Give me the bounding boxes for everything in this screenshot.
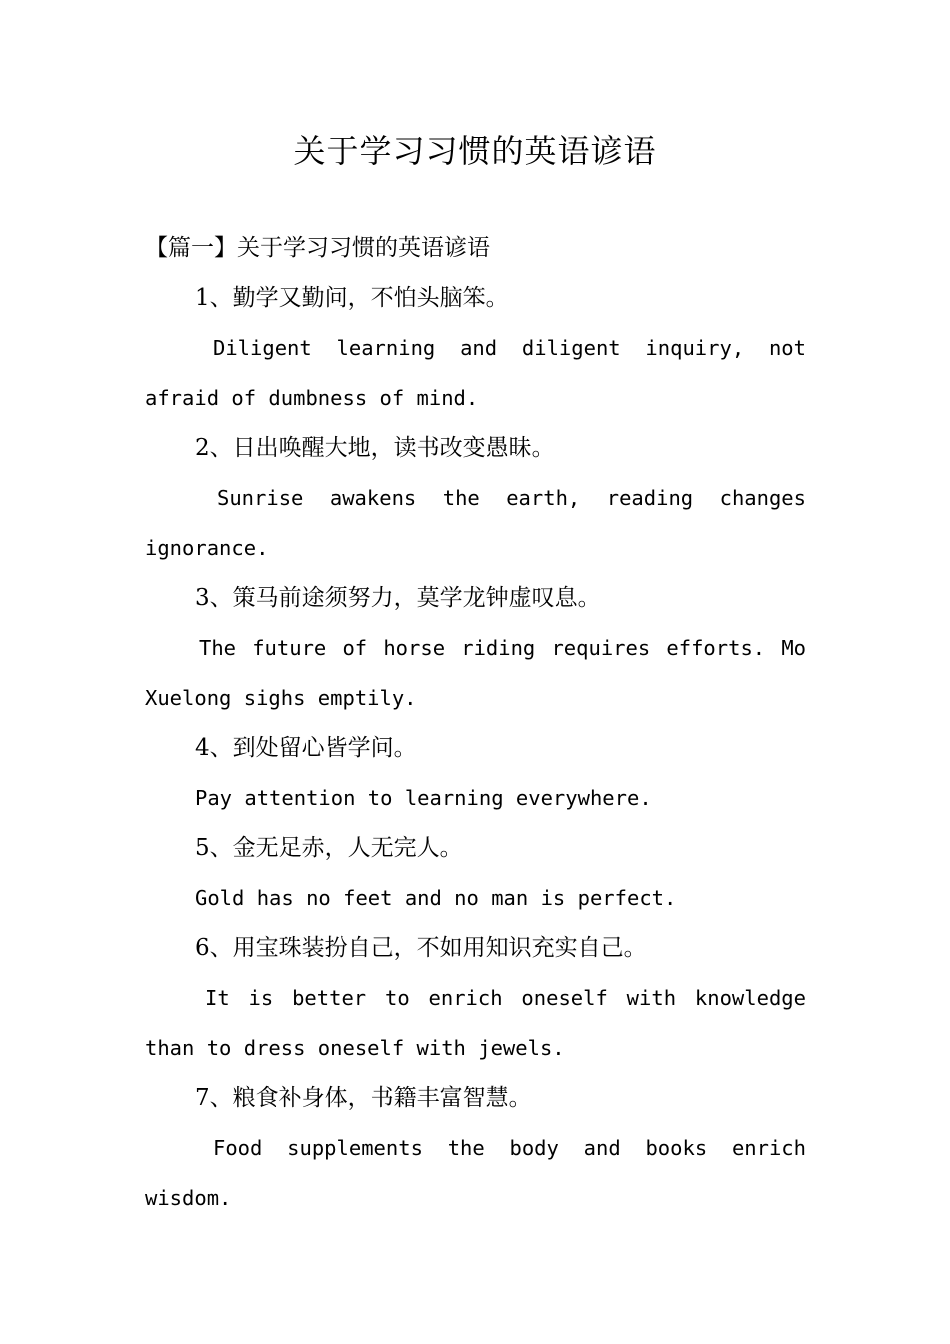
proverb-1-english-line-2: afraid of dumbness of mind. bbox=[145, 386, 479, 410]
proverb-2-english-line-2: ignorance. bbox=[145, 536, 269, 560]
proverb-2-chinese: 2、日出唤醒大地，读书改变愚昧。 bbox=[195, 435, 555, 461]
proverb-6-english-line-2: than to dress oneself with jewels. bbox=[145, 1036, 565, 1060]
proverb-7-chinese: 7、粮食补身体，书籍丰富智慧。 bbox=[195, 1085, 532, 1111]
section-heading: 【篇一】关于学习习惯的英语谚语 bbox=[145, 235, 490, 261]
proverb-1-chinese: 1、勤学又勤问，不怕头脑笨。 bbox=[195, 285, 509, 311]
proverb-7-english-line-1: Food supplements the body and books enrich bbox=[213, 1136, 806, 1160]
proverb-6-chinese: 6、用宝珠装扮自己，不如用知识充实自己。 bbox=[195, 935, 647, 961]
document-body bbox=[145, 278, 806, 1228]
proverb-6-english-line-1: It is better to enrich oneself with knowledge bbox=[205, 986, 806, 1010]
proverb-3-english-line-1: The future of horse riding requires efforts. Mo bbox=[199, 636, 806, 660]
proverb-5-chinese: 5、金无足赤，人无完人。 bbox=[195, 835, 463, 861]
proverb-4-chinese: 4、到处留心皆学问。 bbox=[195, 735, 417, 761]
proverb-7-english-line-2: wisdom. bbox=[145, 1186, 232, 1210]
proverb-1-english-line-1: Diligent learning and diligent inquiry, not bbox=[213, 336, 806, 360]
document-title: 关于学习习惯的英语谚语 bbox=[293, 132, 657, 170]
proverb-3-english-line-2: Xuelong sighs emptily. bbox=[145, 686, 417, 710]
proverb-5-english: Gold has no feet and no man is perfect. bbox=[195, 886, 677, 910]
proverb-3-chinese: 3、策马前途须努力，莫学龙钟虚叹息。 bbox=[195, 585, 601, 611]
proverb-2-english-line-1: Sunrise awakens the earth, reading changes bbox=[217, 486, 806, 510]
proverb-4-english: Pay attention to learning everywhere. bbox=[195, 786, 652, 810]
